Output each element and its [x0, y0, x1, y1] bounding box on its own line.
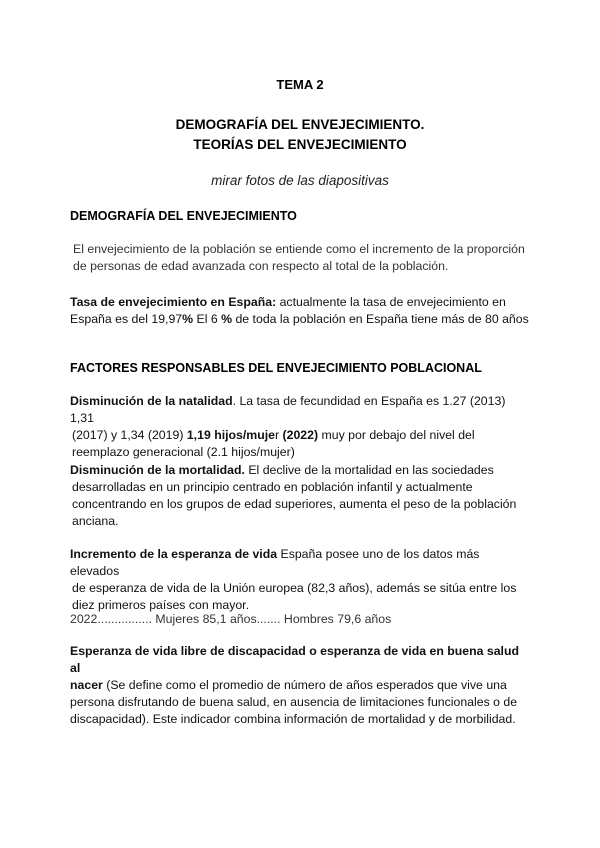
libre-label-line-2: nacer — [70, 678, 103, 692]
document-subtitle: mirar fotos de las diapositivas — [211, 173, 389, 188]
tasa-paragraph — [70, 294, 532, 328]
natalidad-bold-1: 1,19 hijos/muje — [186, 428, 276, 442]
mortalidad-text-1: El declive de la mortalidad en las sociedades — [244, 463, 494, 477]
natalidad-text-1: . La tasa de fecundidad en España es 1.27 (2013) 1,31 — [70, 394, 506, 425]
natalidad-line-2r: r — [275, 428, 283, 442]
intro-line-1: El envejecimiento de la población se entiende como el incremento de la proporción — [73, 242, 525, 256]
esperanza-line-2: de esperanza de vida de la Unión europea (82,3 años), además se sitúa entre los — [72, 581, 517, 595]
libre-line-3: persona disfrutando de buena salud, en ausencia de limitaciones funcionales o de — [70, 695, 518, 709]
esperanza-label: Incremento de la esperanza de vida — [70, 547, 278, 561]
tema-label: TEMA 2 — [276, 77, 324, 92]
natalidad-paragraph — [70, 393, 532, 461]
intro-paragraph — [73, 241, 535, 275]
mortalidad-line-4: anciana. — [72, 514, 119, 528]
natalidad-label: Disminución de la natalidad — [70, 394, 233, 408]
natalidad-bold-2: (2022) — [282, 428, 319, 442]
libre-line-4: discapacidad). Este indicador combina información de mortalidad y de morbilidad. — [70, 712, 516, 726]
tasa-line-2c: de toda la población en España tiene más de 80 años — [232, 312, 529, 326]
esperanza-text-1: España posee uno de los datos más elevados — [70, 547, 480, 578]
tasa-line-2a: España es del 19,97 — [70, 312, 183, 326]
document-title — [0, 115, 600, 155]
esperanza-stats-line: 2022................ Mujeres 85,1 años....... Hombres 79,6 años — [70, 612, 392, 626]
esperanza-line-3: diez primeros países con mayor. — [72, 598, 250, 612]
tasa-pct-2: % — [221, 312, 233, 326]
esperanza-paragraph — [70, 546, 532, 614]
mortalidad-line-3: concentrando en los grupos de edad superiores, aumenta el peso de la población — [72, 497, 517, 511]
mortalidad-line-2: desarrolladas en un principio centrado en población infantil y actualmente — [72, 480, 473, 494]
esperanza-libre-paragraph — [70, 643, 532, 728]
natalidad-line-3: reemplazo generacional (2.1 hijos/mujer) — [72, 445, 295, 459]
tasa-label: Tasa de envejecimiento en España: — [70, 295, 277, 309]
title-line-1: DEMOGRAFÍA DEL ENVEJECIMIENTO. — [175, 117, 425, 132]
tasa-text-1: actualmente la tasa de envejecimiento en — [276, 295, 506, 309]
tasa-line-2b: El 6 — [193, 312, 222, 326]
intro-line-2: de personas de edad avanzada con respecto al total de la población. — [73, 259, 449, 273]
natalidad-line-2a: (2017) y 1,34 (2019) — [72, 428, 187, 442]
section-heading-demografia: DEMOGRAFÍA DEL ENVEJECIMIENTO — [70, 209, 297, 223]
title-line-2: TEORÍAS DEL ENVEJECIMIENTO — [193, 137, 407, 152]
tasa-pct-1: % — [182, 312, 194, 326]
mortalidad-paragraph — [70, 462, 532, 530]
mortalidad-label: Disminución de la mortalidad. — [70, 463, 245, 477]
natalidad-line-2c: muy por debajo del nivel del — [318, 428, 475, 442]
libre-label-line-1: Esperanza de vida libre de discapacidad o esperanza de vida en buena salud al — [70, 644, 519, 675]
section-heading-factores: FACTORES RESPONSABLES DEL ENVEJECIMIENTO POBLACIONAL — [70, 361, 482, 375]
libre-text-1: (Se define como el promedio de número de años esperados que vive una — [102, 678, 507, 692]
